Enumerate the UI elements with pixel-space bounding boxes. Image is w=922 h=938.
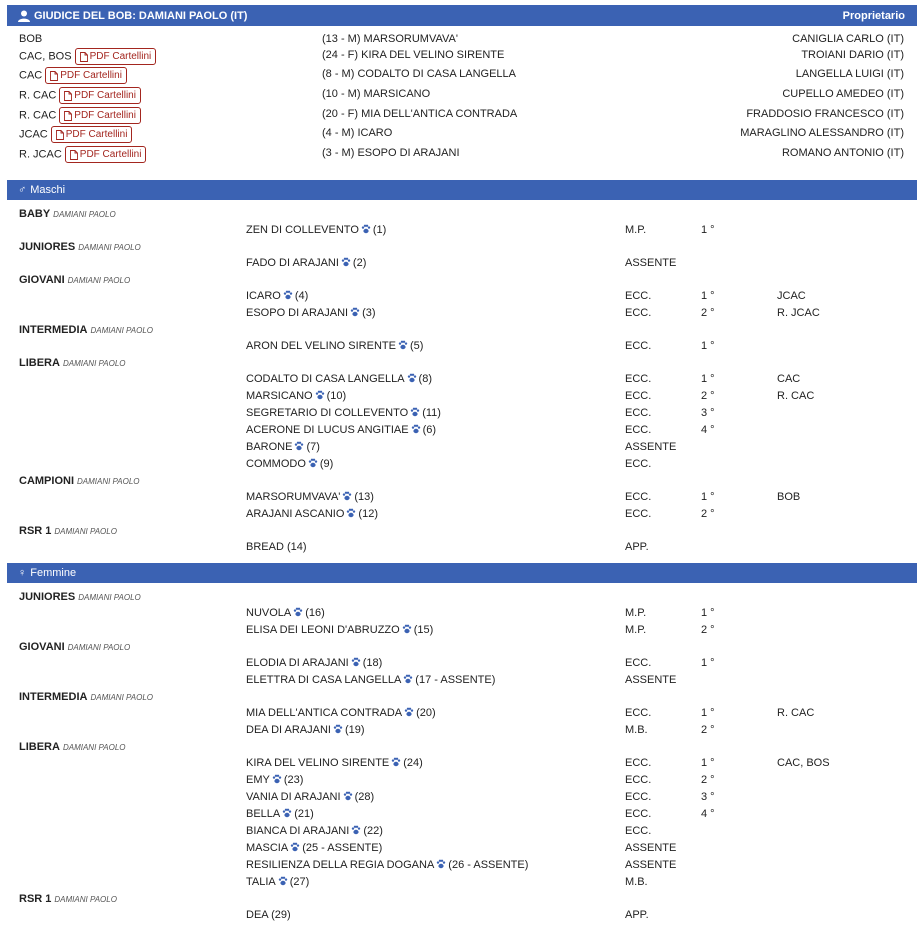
class-judge: DAMIANI PAOLO bbox=[67, 276, 131, 285]
dog-number: (11) bbox=[422, 407, 441, 419]
dog-qualification: ECC. bbox=[625, 825, 652, 837]
award-owner: MARAGLINO ALESSANDRO (IT) bbox=[740, 127, 904, 139]
class-header bbox=[19, 240, 141, 254]
dog-number: (16) bbox=[305, 607, 325, 619]
dog-qualification: M.B. bbox=[625, 876, 648, 888]
dog-number: (29) bbox=[271, 909, 291, 921]
dog-entry[interactable] bbox=[246, 673, 495, 687]
paw-icon[interactable] bbox=[436, 859, 446, 869]
class-header bbox=[19, 524, 117, 538]
class-name: INTERMEDIA bbox=[19, 324, 88, 336]
paw-icon[interactable] bbox=[403, 674, 413, 684]
class-header bbox=[19, 273, 130, 287]
dog-name: MARSORUMVAVA' bbox=[246, 491, 341, 503]
class-name: CAMPIONI bbox=[19, 475, 74, 487]
dog-entry[interactable] bbox=[246, 756, 423, 770]
dog-name: ARON DEL VELINO SIRENTE bbox=[246, 340, 396, 352]
dog-name: ACERONE DI LUCUS ANGITIAE bbox=[246, 424, 409, 436]
dog-entry[interactable] bbox=[246, 440, 320, 454]
dog-number: (3) bbox=[362, 307, 376, 319]
dog-qualification: ECC. bbox=[625, 407, 652, 419]
dog-name: ELODIA DI ARAJANI bbox=[246, 657, 349, 669]
class-header bbox=[19, 590, 141, 604]
paw-icon[interactable] bbox=[290, 842, 300, 852]
paw-icon[interactable] bbox=[391, 757, 401, 767]
award-title bbox=[19, 146, 146, 160]
dog-name: COMMODO bbox=[246, 458, 306, 470]
paw-icon[interactable] bbox=[278, 876, 288, 886]
dog-name: ZEN DI COLLEVENTO bbox=[246, 224, 359, 236]
award-dog[interactable]: (3 - M) ESOPO DI ARAJANI bbox=[322, 147, 460, 159]
dog-number: (23) bbox=[283, 774, 304, 786]
paw-icon[interactable] bbox=[361, 224, 371, 234]
dog-name: DEA bbox=[246, 909, 269, 921]
dog-qualification: APP. bbox=[625, 541, 649, 553]
dog-placement: 2 ° bbox=[701, 624, 715, 636]
class-judge: DAMIANI PAOLO bbox=[77, 477, 140, 486]
dog-number: (24) bbox=[403, 757, 423, 769]
award-title-text: R. CAC bbox=[19, 109, 57, 122]
dog-qualification: M.B. bbox=[625, 724, 648, 736]
pdf-button-label: PDF Cartellini bbox=[74, 90, 136, 101]
dog-name: ELETTRA DI CASA LANGELLA bbox=[246, 674, 402, 686]
paw-icon[interactable] bbox=[411, 424, 421, 434]
paw-icon[interactable] bbox=[351, 657, 361, 667]
award-title bbox=[19, 67, 127, 81]
dog-entry[interactable] bbox=[246, 540, 307, 554]
paw-icon[interactable] bbox=[351, 825, 361, 835]
paw-icon[interactable] bbox=[293, 607, 303, 617]
dog-entry[interactable] bbox=[246, 824, 383, 838]
dog-placement: 4 ° bbox=[701, 808, 715, 820]
paw-icon[interactable] bbox=[404, 707, 414, 717]
award-dog[interactable]: (20 - F) MIA DELL'ANTICA CONTRADA bbox=[322, 108, 518, 120]
dog-qualification: APP. bbox=[625, 909, 649, 921]
pdf-cartellini-button[interactable] bbox=[51, 126, 133, 143]
dog-number: (9) bbox=[319, 458, 334, 470]
dog-placement: 1 ° bbox=[701, 340, 715, 352]
class-name: RSR 1 bbox=[19, 525, 52, 537]
female-icon: ♀ bbox=[18, 567, 27, 579]
pdf-file-icon bbox=[50, 71, 58, 81]
male-icon: ♂ bbox=[18, 184, 27, 196]
dog-qualification: ECC. bbox=[625, 307, 652, 319]
females-section-label: Femmine bbox=[30, 567, 77, 579]
dog-name: ICARO bbox=[246, 290, 281, 302]
dog-qualification: ECC. bbox=[625, 491, 652, 503]
dog-name: CODALTO DI CASA LANGELLA bbox=[246, 373, 405, 385]
award-owner: LANGELLA LUIGI (IT) bbox=[795, 68, 904, 80]
dog-name: NUVOLA bbox=[246, 607, 292, 619]
dog-qualification: ECC. bbox=[625, 707, 652, 719]
class-name: RSR 1 bbox=[19, 893, 52, 905]
paw-icon[interactable] bbox=[294, 441, 304, 451]
dog-entry[interactable] bbox=[246, 306, 376, 320]
dog-placement: 1 ° bbox=[701, 290, 715, 302]
class-name: GIOVANI bbox=[19, 641, 65, 653]
award-title-text: JCAC bbox=[19, 128, 48, 141]
dog-number: (26 - ASSENTE) bbox=[448, 859, 529, 871]
dog-number: (15) bbox=[413, 624, 434, 636]
pdf-button-label: PDF Cartellini bbox=[74, 110, 136, 121]
dog-name: EMY bbox=[246, 774, 270, 786]
dog-entry[interactable] bbox=[246, 256, 366, 270]
class-header bbox=[19, 690, 153, 704]
dog-title: R. CAC bbox=[777, 707, 815, 719]
dog-placement: 1 ° bbox=[701, 491, 715, 503]
pdf-file-icon bbox=[70, 150, 78, 160]
award-title bbox=[19, 32, 42, 46]
paw-icon[interactable] bbox=[272, 774, 282, 784]
dog-qualification: M.P. bbox=[625, 624, 647, 636]
class-name: GIOVANI bbox=[19, 274, 65, 286]
dog-title: BOB bbox=[777, 491, 801, 503]
dog-qualification: ASSENTE bbox=[625, 441, 677, 453]
dog-number: (13) bbox=[354, 491, 374, 503]
dog-number: (20) bbox=[416, 707, 436, 719]
dog-number: (28) bbox=[354, 791, 375, 803]
header-title: GIUDICE DEL BOB: DAMIANI PAOLO (IT) bbox=[34, 9, 248, 22]
award-dog[interactable]: (8 - M) CODALTO DI CASA LANGELLA bbox=[322, 68, 516, 80]
pdf-file-icon bbox=[64, 91, 72, 101]
dog-title: JCAC bbox=[777, 290, 806, 302]
dog-number: (6) bbox=[422, 424, 437, 436]
dog-qualification: ECC. bbox=[625, 290, 652, 302]
award-title-text: CAC, BOS bbox=[19, 50, 72, 63]
header-title-wrap bbox=[18, 10, 247, 22]
dog-placement: 2 ° bbox=[701, 508, 715, 520]
dog-entry[interactable] bbox=[246, 372, 432, 386]
dog-entry[interactable] bbox=[246, 858, 528, 872]
males-section-header bbox=[7, 180, 917, 200]
award-owner: FRADDOSIO FRANCESCO (IT) bbox=[746, 108, 904, 120]
pdf-file-icon bbox=[56, 130, 64, 140]
dog-name: ARAJANI ASCANIO bbox=[246, 508, 345, 520]
paw-icon[interactable] bbox=[402, 624, 412, 634]
award-title bbox=[19, 107, 141, 121]
dog-placement: 2 ° bbox=[701, 724, 715, 736]
class-name: JUNIORES bbox=[19, 591, 76, 603]
dog-name: DEA DI ARAJANI bbox=[246, 724, 331, 736]
class-header bbox=[19, 640, 130, 654]
dog-name: BIANCA DI ARAJANI bbox=[246, 825, 350, 837]
dog-title: R. CAC bbox=[777, 390, 815, 402]
dog-number: (21) bbox=[294, 808, 314, 820]
dog-placement: 1 ° bbox=[701, 757, 715, 769]
class-name: JUNIORES bbox=[19, 241, 76, 253]
dog-entry[interactable] bbox=[246, 875, 309, 889]
class-header bbox=[19, 207, 116, 221]
paw-icon[interactable] bbox=[342, 491, 352, 501]
dog-qualification: ECC. bbox=[625, 808, 652, 820]
dog-number: (1) bbox=[372, 224, 387, 236]
dog-name: SEGRETARIO DI COLLEVENTO bbox=[246, 407, 409, 419]
pdf-button-label: PDF Cartellini bbox=[65, 129, 128, 140]
dog-entry[interactable] bbox=[246, 406, 441, 420]
owner-column-label: Proprietario bbox=[842, 9, 905, 22]
dog-name: MASCIA bbox=[246, 842, 289, 854]
dog-number: (2) bbox=[352, 257, 367, 269]
dog-qualification: ASSENTE bbox=[625, 842, 677, 854]
award-dog[interactable]: (4 - M) ICARO bbox=[322, 127, 393, 139]
award-title-text: R. JCAC bbox=[19, 148, 62, 161]
dog-qualification: ASSENTE bbox=[625, 674, 677, 686]
paw-icon[interactable] bbox=[333, 724, 343, 734]
paw-icon[interactable] bbox=[315, 390, 325, 400]
dog-entry[interactable] bbox=[246, 389, 346, 403]
award-dog[interactable]: (10 - M) MARSICANO bbox=[322, 88, 431, 100]
dog-placement: 4 ° bbox=[701, 424, 715, 436]
class-header bbox=[19, 356, 125, 370]
dog-name: BREAD bbox=[246, 541, 284, 553]
dog-name: ELISA DEI LEONI D'ABRUZZO bbox=[246, 624, 400, 636]
pdf-cartellini-button[interactable] bbox=[45, 67, 127, 84]
dog-title: CAC, BOS bbox=[777, 757, 830, 769]
dog-name: KIRA DEL VELINO SIRENTE bbox=[246, 757, 390, 769]
dog-placement: 2 ° bbox=[701, 307, 715, 319]
class-judge: DAMIANI PAOLO bbox=[67, 643, 131, 652]
class-judge: DAMIANI PAOLO bbox=[90, 693, 153, 702]
dog-entry[interactable] bbox=[246, 339, 423, 353]
dog-placement: 1 ° bbox=[701, 373, 715, 385]
dog-entry[interactable] bbox=[246, 223, 386, 237]
dog-qualification: ASSENTE bbox=[625, 257, 677, 269]
dog-qualification: ECC. bbox=[625, 373, 652, 385]
class-header bbox=[19, 740, 125, 754]
dog-number: (14) bbox=[286, 541, 307, 553]
dog-qualification: ASSENTE bbox=[625, 859, 677, 871]
class-header bbox=[19, 323, 153, 337]
pdf-file-icon bbox=[80, 52, 88, 62]
dog-qualification: ECC. bbox=[625, 757, 652, 769]
paw-icon[interactable] bbox=[407, 373, 417, 383]
award-dog[interactable]: (24 - F) KIRA DEL VELINO SIRENTE bbox=[322, 49, 505, 61]
dog-entry[interactable] bbox=[246, 623, 433, 637]
dog-entry[interactable] bbox=[246, 507, 378, 521]
award-title bbox=[19, 126, 132, 140]
dog-name: MARSICANO bbox=[246, 390, 313, 402]
class-judge: DAMIANI PAOLO bbox=[54, 527, 117, 536]
paw-icon[interactable] bbox=[341, 257, 351, 267]
paw-icon[interactable] bbox=[346, 508, 356, 518]
pdf-cartellini-button[interactable] bbox=[59, 87, 141, 104]
pdf-button-label: PDF Cartellini bbox=[60, 70, 122, 81]
dog-number: (19) bbox=[344, 724, 365, 736]
dog-qualification: M.P. bbox=[625, 224, 647, 236]
dog-number: (4) bbox=[294, 290, 309, 302]
award-title bbox=[19, 48, 156, 62]
dog-placement: 1 ° bbox=[701, 224, 715, 236]
class-header bbox=[19, 892, 117, 906]
dog-placement: 1 ° bbox=[701, 607, 715, 619]
dog-entry[interactable] bbox=[246, 490, 374, 504]
dog-name: RESILIENZA DELLA REGIA DOGANA bbox=[246, 859, 435, 871]
class-name: LIBERA bbox=[19, 741, 60, 753]
class-judge: DAMIANI PAOLO bbox=[53, 210, 116, 219]
dog-number: (10) bbox=[326, 390, 347, 402]
paw-icon[interactable] bbox=[343, 791, 353, 801]
dog-entry[interactable] bbox=[246, 457, 333, 471]
dog-qualification: ECC. bbox=[625, 458, 652, 470]
dog-placement: 3 ° bbox=[701, 791, 715, 803]
dog-qualification: ECC. bbox=[625, 424, 652, 436]
award-title bbox=[19, 87, 141, 101]
pdf-cartellini-button[interactable] bbox=[59, 107, 141, 124]
dog-name: VANIA DI ARAJANI bbox=[246, 791, 341, 803]
pdf-button-label: PDF Cartellini bbox=[79, 149, 142, 160]
pdf-button-label: PDF Cartellini bbox=[89, 51, 152, 62]
class-name: BABY bbox=[19, 208, 51, 220]
class-judge: DAMIANI PAOLO bbox=[62, 359, 126, 368]
dog-name: TALIA bbox=[246, 876, 276, 888]
class-header bbox=[19, 474, 140, 488]
user-icon bbox=[18, 10, 30, 22]
dog-placement: 3 ° bbox=[701, 407, 715, 419]
dog-entry[interactable] bbox=[246, 656, 382, 670]
class-judge: DAMIANI PAOLO bbox=[78, 243, 141, 252]
dog-entry[interactable] bbox=[246, 790, 374, 804]
pdf-cartellini-button[interactable] bbox=[75, 48, 157, 65]
award-owner: CUPELLO AMEDEO (IT) bbox=[782, 88, 904, 100]
dog-qualification: ECC. bbox=[625, 774, 652, 786]
dog-qualification: ECC. bbox=[625, 508, 652, 520]
dog-qualification: ECC. bbox=[625, 390, 652, 402]
dog-placement: 1 ° bbox=[701, 657, 715, 669]
dog-number: (18) bbox=[362, 657, 383, 669]
males-section-label: Maschi bbox=[30, 184, 66, 196]
dog-entry[interactable] bbox=[246, 289, 308, 303]
class-judge: DAMIANI PAOLO bbox=[54, 895, 117, 904]
award-owner: TROIANI DARIO (IT) bbox=[801, 49, 904, 61]
dog-entry[interactable] bbox=[246, 606, 325, 620]
females-section-header bbox=[7, 563, 917, 583]
paw-icon[interactable] bbox=[350, 307, 360, 317]
dog-number: (25 - ASSENTE) bbox=[302, 842, 383, 854]
dog-name: MIA DELL'ANTICA CONTRADA bbox=[246, 707, 403, 719]
dog-number: (7) bbox=[306, 441, 320, 453]
dog-entry[interactable] bbox=[246, 773, 303, 787]
dog-number: (27) bbox=[289, 876, 310, 888]
dog-number: (17 - ASSENTE) bbox=[415, 674, 496, 686]
award-owner: ROMANO ANTONIO (IT) bbox=[781, 147, 904, 159]
paw-icon[interactable] bbox=[282, 808, 292, 818]
pdf-cartellini-button[interactable] bbox=[65, 146, 147, 163]
dog-qualification: ECC. bbox=[625, 791, 652, 803]
bob-judge-header bbox=[7, 5, 917, 26]
dog-name: FADO DI ARAJANI bbox=[246, 257, 339, 269]
dog-entry[interactable] bbox=[246, 908, 291, 922]
award-title-text: R. CAC bbox=[19, 89, 57, 102]
dog-title: CAC bbox=[777, 373, 801, 385]
dog-number: (5) bbox=[409, 340, 424, 352]
dog-entry[interactable] bbox=[246, 706, 436, 720]
dog-placement: 2 ° bbox=[701, 390, 715, 402]
dog-placement: 1 ° bbox=[701, 707, 715, 719]
paw-icon[interactable] bbox=[398, 340, 408, 350]
award-owner: CANIGLIA CARLO (IT) bbox=[792, 33, 904, 45]
dog-placement: 2 ° bbox=[701, 774, 715, 786]
dog-name: BELLA bbox=[246, 808, 281, 820]
class-name: INTERMEDIA bbox=[19, 691, 88, 703]
dog-title: R. JCAC bbox=[777, 307, 820, 319]
award-title-text: BOB bbox=[19, 33, 43, 45]
award-title-text: CAC bbox=[19, 69, 43, 82]
dog-entry[interactable] bbox=[246, 807, 314, 821]
dog-name: ESOPO DI ARAJANI bbox=[246, 307, 349, 319]
dog-entry[interactable] bbox=[246, 423, 436, 437]
dog-number: (22) bbox=[363, 825, 383, 837]
paw-icon[interactable] bbox=[410, 407, 420, 417]
dog-number: (8) bbox=[418, 373, 432, 385]
award-dog[interactable]: (13 - M) MARSORUMVAVA' bbox=[322, 33, 458, 45]
dog-number: (12) bbox=[358, 508, 378, 520]
dog-qualification: M.P. bbox=[625, 607, 647, 619]
paw-icon[interactable] bbox=[308, 458, 318, 468]
pdf-file-icon bbox=[64, 111, 72, 121]
dog-qualification: ECC. bbox=[625, 340, 652, 352]
class-judge: DAMIANI PAOLO bbox=[78, 593, 141, 602]
class-name: LIBERA bbox=[19, 357, 60, 369]
paw-icon[interactable] bbox=[283, 290, 293, 300]
dog-qualification: ECC. bbox=[625, 657, 652, 669]
dog-entry[interactable] bbox=[246, 723, 365, 737]
dog-name: BARONE bbox=[246, 441, 293, 453]
dog-entry[interactable] bbox=[246, 841, 382, 855]
class-judge: DAMIANI PAOLO bbox=[62, 743, 126, 752]
class-judge: DAMIANI PAOLO bbox=[90, 326, 153, 335]
